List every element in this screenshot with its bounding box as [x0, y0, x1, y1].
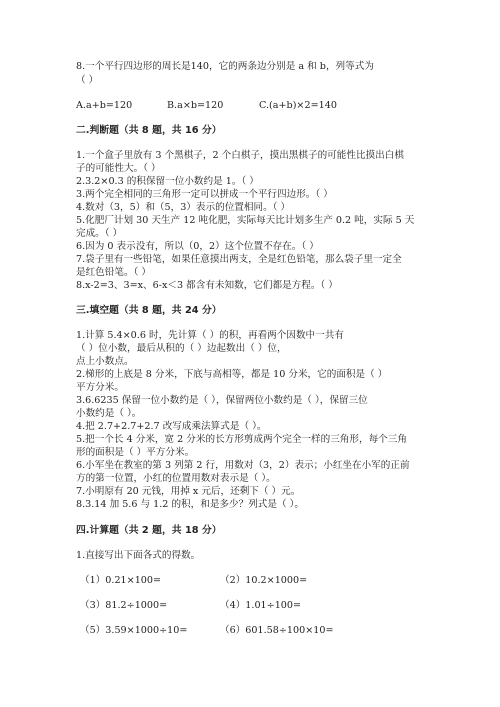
fill-in-line: 2.梯形的上底是 8 分米，下底与高相等，都是 10 分米，它的面积是（ ） [76, 369, 388, 380]
fill-in-line: 6.小军坐在教室的第 3 列第 2 行，用数对（3，2）表示；小红坐在小军的正前 [76, 460, 410, 471]
q8-option-c: C.(a+b)×2=140 [259, 100, 337, 111]
fill-in-line: 形的面积是（ ）平方分米。 [76, 447, 195, 458]
calculation-intro: 1.直接写出下面各式的得数。 [76, 550, 201, 561]
calc-item: （6）601.58÷100×10= [220, 625, 334, 636]
calc-item: （5）3.59×1000÷10= [80, 625, 188, 636]
judgement-line: 7.袋子里有一些铅笔，如果任意摸出两支，全是红色铅笔，那么袋子里一定全 [76, 254, 402, 265]
calc-item: （1）0.21×100= [80, 575, 162, 586]
section-heading-fill-in: 三.填空题（共 8 题，共 24 分） [76, 305, 222, 316]
calc-item: （4）1.01÷100= [220, 600, 302, 611]
q8-stem-line2: （ ） [76, 75, 99, 86]
fill-in-line: 1.计算 5.4×0.6 时，先计算（ ）的积，再看两个因数中一共有 [76, 330, 344, 341]
fill-in-line: 8.3.14 加 5.6 与 1.2 的积，和是多少？列式是（ ）。 [76, 499, 305, 510]
fill-in-line: 小数约是（ ）。 [76, 408, 142, 419]
calc-item: （3）81.2÷1000= [80, 600, 168, 611]
judgement-line: 2.3.2×0.3 的积保留一位小数约是 1。（ ） [76, 176, 259, 187]
fill-in-line: 5.把一个长 4 分米，宽 2 分米的长方形剪成两个完全一样的三角形，每个三角 [76, 434, 407, 445]
calc-item: （2）10.2×1000= [220, 575, 308, 586]
fill-in-line: 点上小数点。 [76, 356, 134, 367]
fill-in-line: 4.把 2.7+2.7+2.7 改写成乘法算式是（ ）。 [76, 421, 267, 432]
section-heading-judgement: 二.判断题（共 8 题，共 16 分） [76, 125, 222, 136]
q8-option-a: A.a+b=120 [76, 100, 133, 111]
judgement-line: 4.数对（3，5）和（5，3）表示的位置相同。（ ） [76, 202, 291, 213]
judgement-line: 3.两个完全相同的三角形一定可以拼成一个平行四边形。（ ） [76, 189, 333, 200]
judgement-line: 子的可能性大。（ ） [76, 163, 161, 174]
judgement-line: 完成。（ ） [76, 228, 123, 239]
judgement-line: 1.一个盒子里放有 3 个黑棋子，2 个白棋子，摸出黑棋子的可能性比摸出白棋 [76, 150, 404, 161]
q8-option-b: B.a×b=120 [167, 100, 224, 111]
fill-in-line: 平方分米。 [76, 382, 124, 393]
fill-in-line: 3.6.6235 保留一位小数约是（ ），保留两位小数约是（ ），保留三位 [76, 395, 368, 406]
fill-in-line: 方的第一位置，小红的位置用数对表示是（ ）。 [76, 473, 276, 484]
q8-stem-line1: 8.一个平行四边形的周长是140，它的两条边分别是 a 和 b，列等式为 [76, 61, 374, 72]
fill-in-line: （ ）位小数，最后从积的（ ）边起数出（ ）位， [76, 343, 287, 354]
fill-in-line: 7.小明原有 20 元钱，用掉 x 元后，还剩下（ ）元。 [76, 486, 301, 497]
judgement-line: 8.x-2=3、3=x、6-x＜3 都含有未知数，它们都是方程。（ ） [76, 280, 338, 291]
section-heading-calculation: 四.计算题（共 2 题，共 18 分） [76, 525, 222, 536]
judgement-line: 是红色铅笔。（ ） [76, 267, 151, 278]
judgement-line: 6.因为 0 表示没有，所以（0，2）这个位置不存在。（ ） [76, 241, 319, 252]
judgement-line: 5.化肥厂计划 30 天生产 12 吨化肥，实际每天比计划多生产 0.2 吨，实际 5 天 [76, 215, 415, 226]
